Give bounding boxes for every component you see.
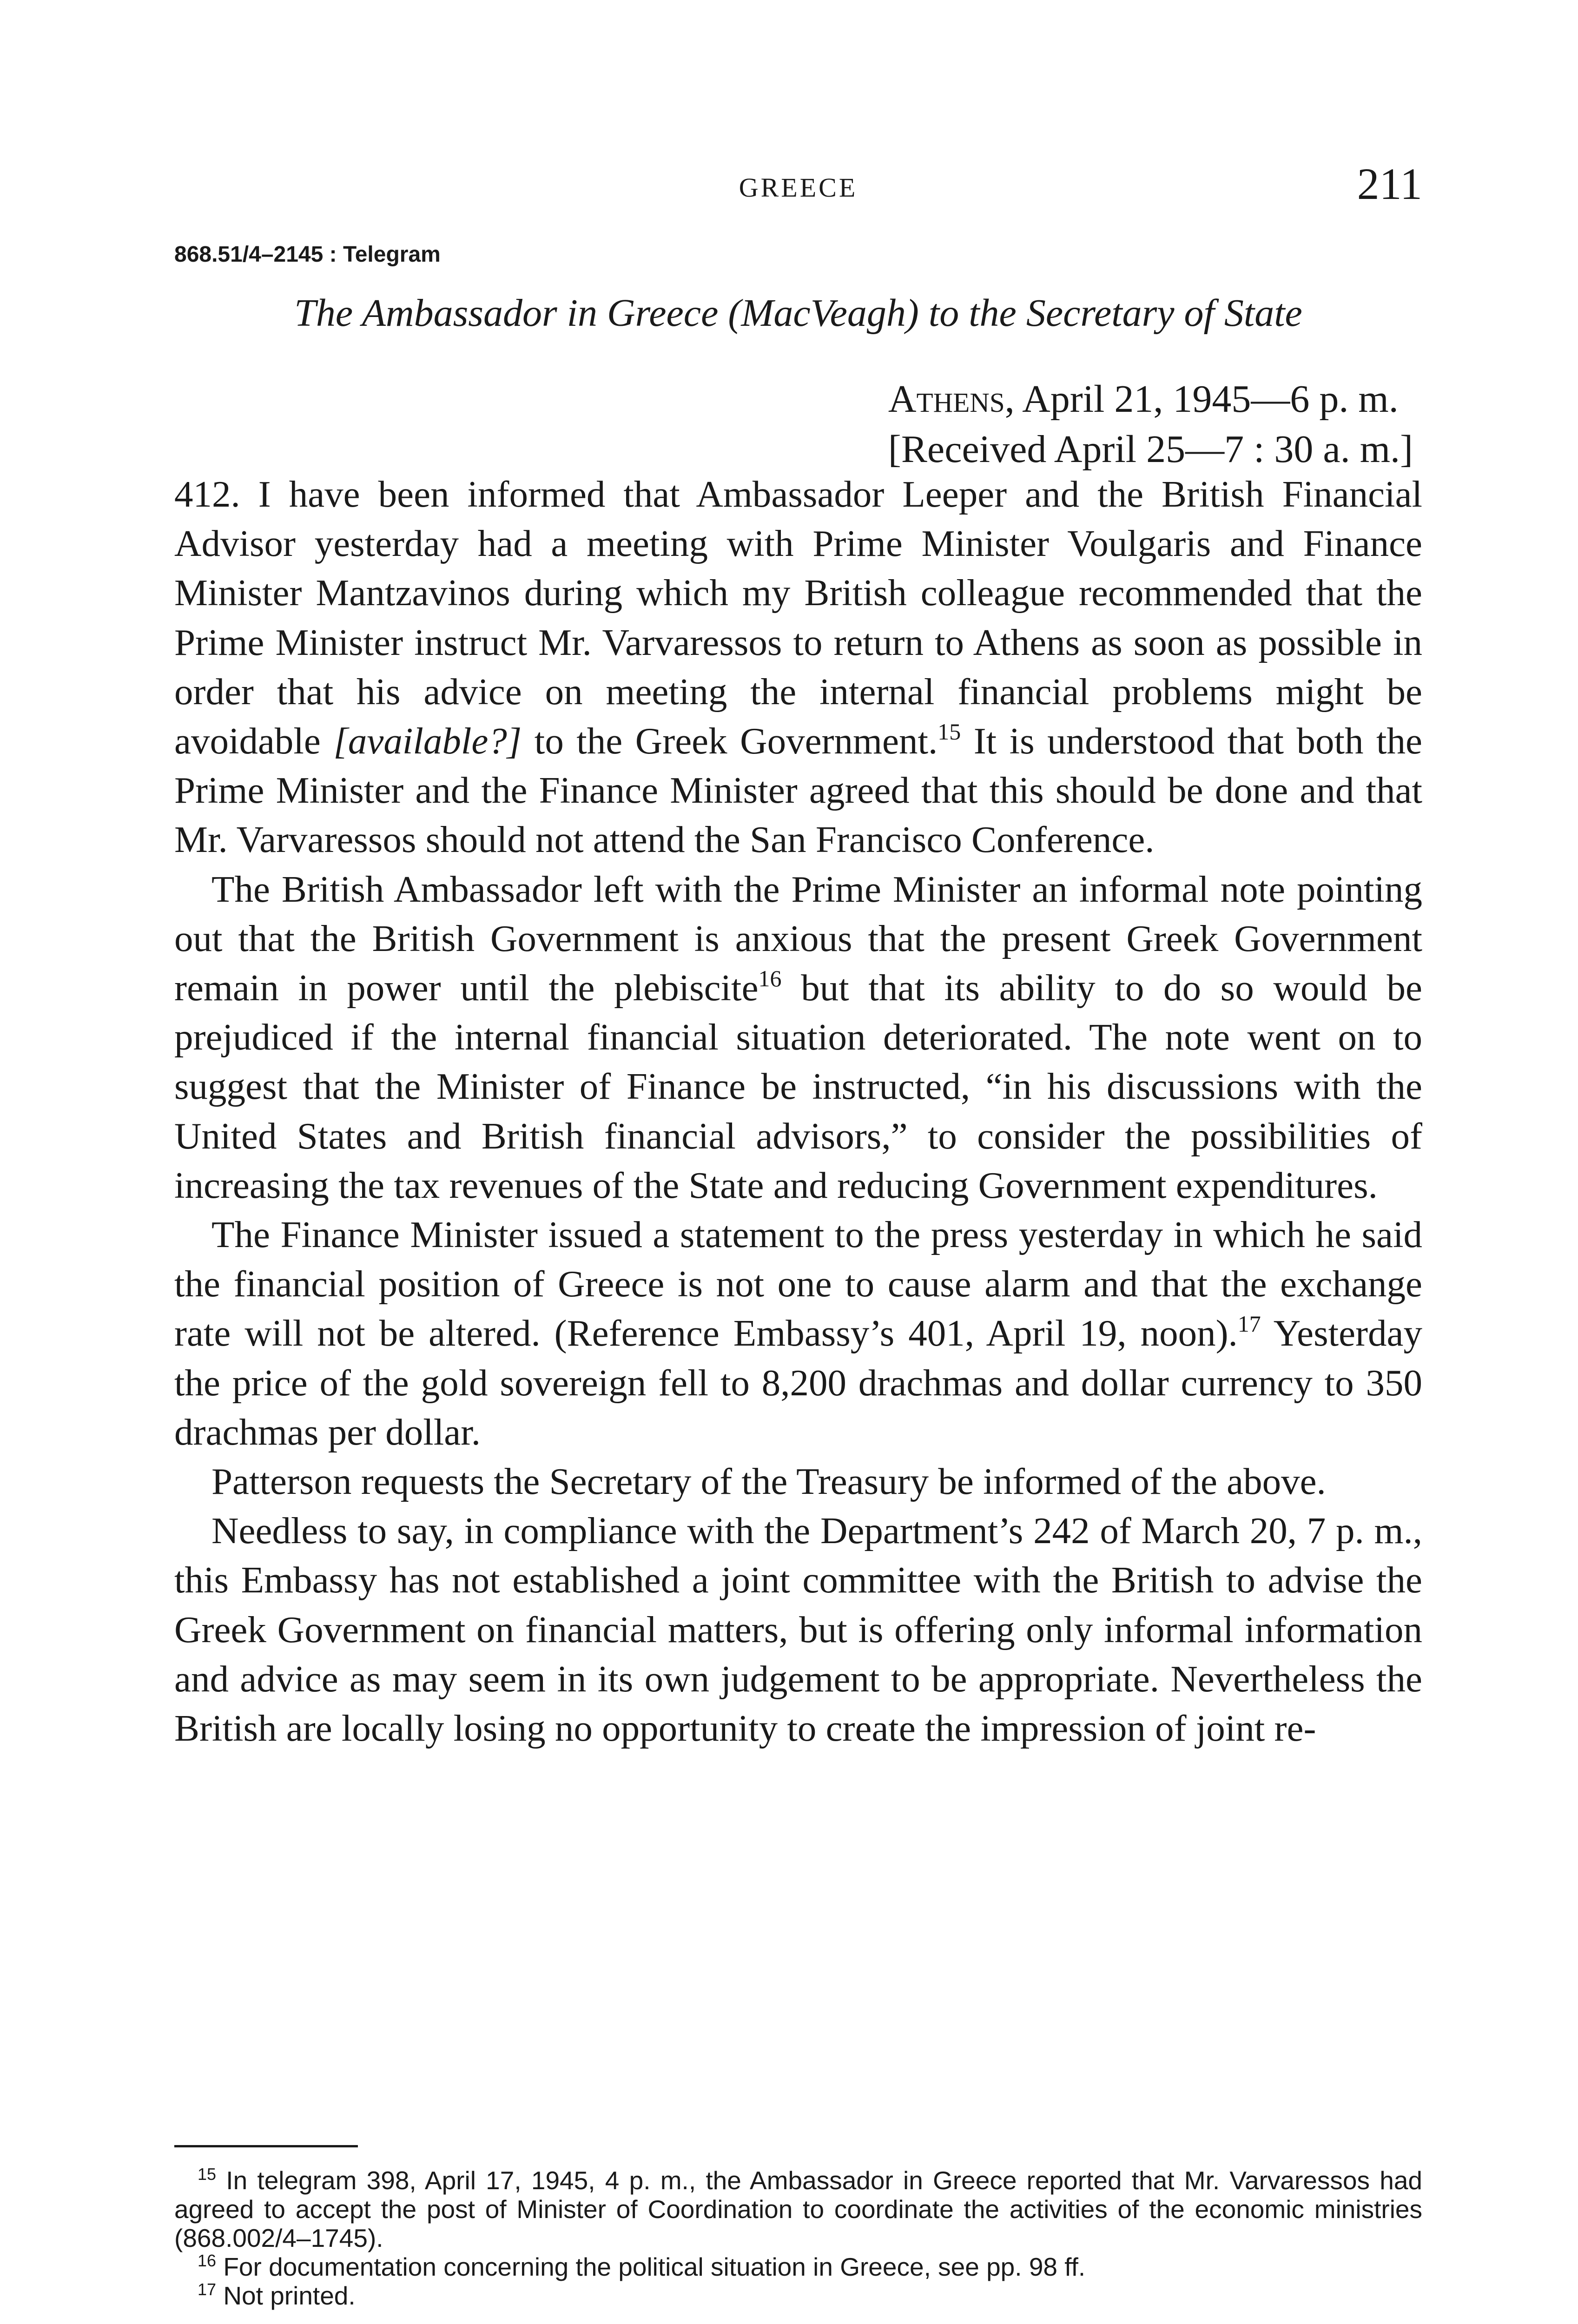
- document-title: The Ambassador in Greece (MacVeagh) to the Secretary of State: [294, 291, 1302, 335]
- dateline-place: Athens: [888, 377, 1005, 421]
- paragraph-5: Needless to say, in compliance with the Department’s 242 of March 20, 7 p. m., this Embassy has not established a joint committee with the British to advise the Greek Government on financial matters, but is offering only informal information and advice as may seem in its own judgement to be appropriate. Nevertheless the British are locally losing no opportunity to create the impression of joint re-: [174, 1510, 1422, 1750]
- dateline: [888, 374, 1413, 475]
- paragraph-3-text-a: The Finance Minister issued a statement to the press yesterday in which he said the financial position of Greece is not one to cause alarm and that the exchange rate will not be altered. (Reference Embassy’s 401, April 19, noon).: [174, 1214, 1422, 1354]
- footnote-16: [174, 2252, 1422, 2281]
- paragraph-1: [174, 469, 1422, 865]
- telegram-body: [174, 469, 1422, 1753]
- paragraph-1-text-b: to the Greek Government.: [522, 720, 938, 762]
- dateline-sent-time: , April 21, 1945—6 p. m.: [1004, 377, 1399, 421]
- running-head: [174, 158, 1422, 209]
- footnote-text: Not printed.: [223, 2281, 356, 2310]
- page-number: 211: [1357, 159, 1422, 209]
- footnote-divider: [174, 2145, 358, 2147]
- footnote-ref-17[interactable]: 17: [1237, 1311, 1261, 1337]
- footnote-ref-15[interactable]: 15: [938, 719, 961, 745]
- paragraph-4: Patterson requests the Secretary of the Treasury be informed of the above.: [211, 1460, 1326, 1503]
- paragraph-2-text-b: but that its ability to do so would be prejudiced if the internal financial situation deteriorated. The note went on to suggest that the Minister of Finance be instructed, “in his discussions with the United States and British financial advisors,” to consider the possibilities of increasing the tax revenues of the State and reducing Government expenditures.: [174, 967, 1422, 1206]
- footnote-text: For documentation concerning the political situation in Greece, see pp. 98 ff.: [223, 2252, 1086, 2281]
- paragraph-3: [174, 1210, 1422, 1457]
- dateline-received: [Received April 25—7 : 30 a. m.]: [888, 428, 1413, 471]
- footnote-text: In telegram 398, April 17, 1945, 4 p. m., the Ambassador in Greece reported that Mr. Varvaressos had agreed to accept the post of Minister of Coordination to coordinate the activities of the economic ministries (868.002/4–1745).: [174, 2166, 1422, 2252]
- paragraph-1-text-a: 412. I have been informed that Ambassador Leeper and the British Financial Advisor yesterday had a meeting with Prime Minister Voulgaris and Finance Minister Mantzavinos during which my British colleague recommended that the Prime Minister instruct Mr. Varvaressos to return to Athens as soon as possible in order that his advice on meeting the internal financial problems might be avoidable: [174, 473, 1422, 762]
- footnote-ref-16[interactable]: 16: [758, 965, 782, 992]
- footnote-17: [174, 2281, 1422, 2310]
- paragraph-2: [174, 865, 1422, 1210]
- document-page: [174, 0, 1422, 2324]
- running-title: GREECE: [739, 172, 858, 203]
- paragraph-3-text-b: Yesterday the price of the gold sovereign fell to 8,200 drachmas and dollar currency to 350 drachmas per dollar.: [174, 1312, 1422, 1453]
- editorial-bracket: [available?]: [333, 720, 522, 762]
- footnote-15: [174, 2166, 1422, 2252]
- paragraph-1-text-c: It is understood that both the Prime Minister and the Finance Minister agreed that this should be done and that Mr. Varvaressos should not attend the San Francisco Conference.: [174, 720, 1422, 861]
- dateline-sent: [888, 374, 1413, 424]
- footnotes: [174, 2166, 1422, 2310]
- footnote-mark: 16: [198, 2251, 217, 2270]
- footnote-mark: 17: [198, 2280, 217, 2299]
- paragraph-2-text-a: The British Ambassador left with the Prime Minister an informal note pointing out that the British Government is anxious that the present Greek Government remain in power until the plebiscite: [174, 868, 1422, 1009]
- footnote-mark: 15: [198, 2165, 217, 2184]
- file-reference: 868.51/4–2145 : Telegram: [174, 242, 441, 267]
